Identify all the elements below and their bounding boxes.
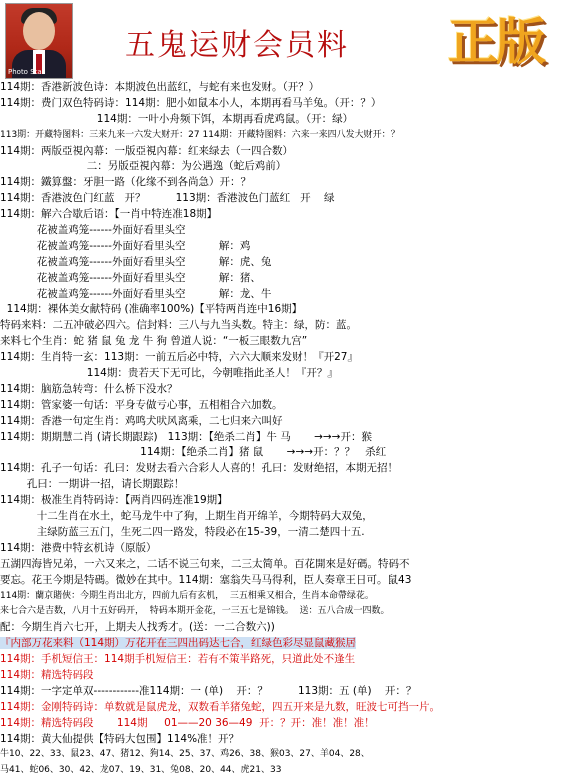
text-line: 要忘。花王今期是特碼。微妙在其中。114期：塞翁失马马得利，臣人奏章王日可。鼠43 <box>0 573 412 586</box>
text-line: 114期：香港新波色诗：本期波色出蓝红，与蛇有来也发财。（开？） <box>0 81 320 93</box>
text-line: 114期：两版亞視內幕：一版亞視內幕：红来绿去（一四合数） <box>0 144 294 157</box>
text-line: 114期：香港一句定生肖：鸡鸣犬吠风离乘，二七归来六叫好 <box>0 414 283 427</box>
text-line: 114期：香港波色门红蓝 开？ 113期：香港波色门蓝红 开 绿 <box>0 192 335 205</box>
text-line: 二：另版亞視內幕：为公遇逸（蛇后鸡前） <box>0 160 287 173</box>
text-line: 十二生肖在水土，蛇马龙牛中了狗，上期生肖开绵羊，今期特码大双兔， <box>0 510 373 523</box>
text-line-red: 114期：精选特码段 <box>0 668 94 681</box>
text-line: 马41、蛇06、30、42、龙07、19、31、兔08、20、44、虎21、33 <box>0 765 282 776</box>
text-line: 114期：贵若天下无可比，今朝唯指此圣人！『开？』 <box>0 367 338 380</box>
text-line: 孔曰：一期讲一招，请长期跟踪！ <box>0 478 185 491</box>
text-line: 114期：一叶小舟频下饵，本期再看虎鸡鼠。（开：绿） <box>0 112 354 125</box>
text-line: 主绿防蓝三五门，生死二四一路发，特段必在15-39，一清二楚四十五. <box>0 525 365 538</box>
text-line: 114期：管家婆一句话：平身专做亏心事，五相相合六加数。 <box>0 398 283 411</box>
text-line: 花被盖鸡笼------外面好看里头空 解：猪、 <box>0 271 261 284</box>
text-line: 来料七个生肖：蛇 猪 鼠 兔 龙 牛 狗 曾道人说：“一板三眼数九宫” <box>0 335 308 348</box>
text-line: 花被盖鸡笼------外面好看里头空 解：龙、牛 <box>0 287 272 300</box>
text-line: 114期：【绝杀二肖】猪 鼠 →→→开：？？ 杀红 <box>0 446 387 459</box>
text-line-highlight: 『内部万花来料（114期）万花开在三四出码达七合，红绿色彩尽显鼠藏猴居 <box>0 637 357 650</box>
text-line: 114期：一字定单双------------准114期：一 (单) 开：？ 113期：五 (单) 开：？ <box>0 684 417 697</box>
text-line: 特码来料：二五冲破必四六。信封料：三八与九当头数。特主：绿，防：蓝。 <box>0 319 357 332</box>
text-line: 114期：期期慧二肖 (请长期跟踪) 113期：【绝杀二肖】牛 马 →→→开：猴 <box>0 430 372 443</box>
portrait-photo <box>5 3 73 79</box>
text-line: 114期：蘭京賭俠：今期生肖出北方，四前九后有玄机， 三五相乘又相合，生肖本命帶绿花。 <box>0 590 374 601</box>
header <box>0 0 579 80</box>
text-line: 花被盖鸡笼------外面好看里头空 <box>0 224 186 237</box>
text-line: 配：今期生肖六七开，上期夫人找秀才。(送：一二合数六)) <box>0 621 275 634</box>
text-line: 来七合六是吉数，八月十五好码开， 特码本期开金花，一三五七是锦钱。 送：五八合成一四数。 <box>0 606 390 617</box>
text-line: 牛10、22、33、鼠23、47、猪12、狗14、25、37、鸡26、38、猴03、27、羊04、28、 <box>0 749 370 760</box>
text-line: 114期：极准生肖特码诗：【两肖四码连准19期】 <box>0 494 228 507</box>
text-line: 花被盖鸡笼------外面好看里头空 解：鸡 <box>0 239 251 252</box>
text-line: 五湖四海皆兄弟，一六又来之，二话不说三句来，二三太简单。百花開來是好碼。特码不 <box>0 557 410 570</box>
text-line: 114期：费门双色特码诗：114期：肥小如鼠本小人，本期再看马羊兔。（开：？） <box>0 96 382 109</box>
text-line: 114期：孔子一句话：孔曰：发财去看六合彩人人喜的！孔曰：发财绝招，本期无招！ <box>0 462 399 475</box>
text-line: 114期：鐵算盤：牙胆一路（化缘不到各尚急）开：？ <box>0 176 252 189</box>
text-line-red: 114期：精选特码段 114期 01——20 36—49 开：？开：准！准！准！ <box>0 716 375 729</box>
text-line: 114期：生肖特一玄：113期：一前五后必中特，六六大顺来发财！『开27』 <box>0 351 358 364</box>
text-line: 114期：解六合歇后语：【一肖中特连准18期】 <box>0 208 218 221</box>
document-body <box>0 80 579 779</box>
text-line: 114期：黄大仙提供【特码大包围】114%准！开？ <box>0 732 240 745</box>
authentic-badge <box>448 2 572 71</box>
text-line: 114期：脑筋急转弯：什么桥下没水？ <box>0 382 178 395</box>
page-title: 五鬼运财会员料 <box>125 28 349 63</box>
text-line: 花被盖鸡笼------外面好看里头空 解：虎、兔 <box>0 255 272 268</box>
badge-text: 正版 <box>448 13 544 71</box>
text-line-red: 114期：手机短信王：114期手机短信王：若有不策半路死，只道此处不逢生 <box>0 653 356 666</box>
photo-watermark: Photo Star <box>8 68 45 76</box>
text-line: 113期：开藏特图料：三来九来一六发大财开：27 114期：开藏特图料：六来一来四八发大财开：？ <box>0 129 400 140</box>
text-line: 114期：裸体美女献特码 (准确率100%)【平特两肖连中16期】 <box>0 303 303 316</box>
text-line: 114期：港费中特玄机诗（原版） <box>0 541 157 554</box>
text-line-red: 114期：金刚特码诗：单数就是鼠虎龙，双数看羊猪兔蛇，四五开来是九数，旺波七可挡一片。 <box>0 700 441 713</box>
